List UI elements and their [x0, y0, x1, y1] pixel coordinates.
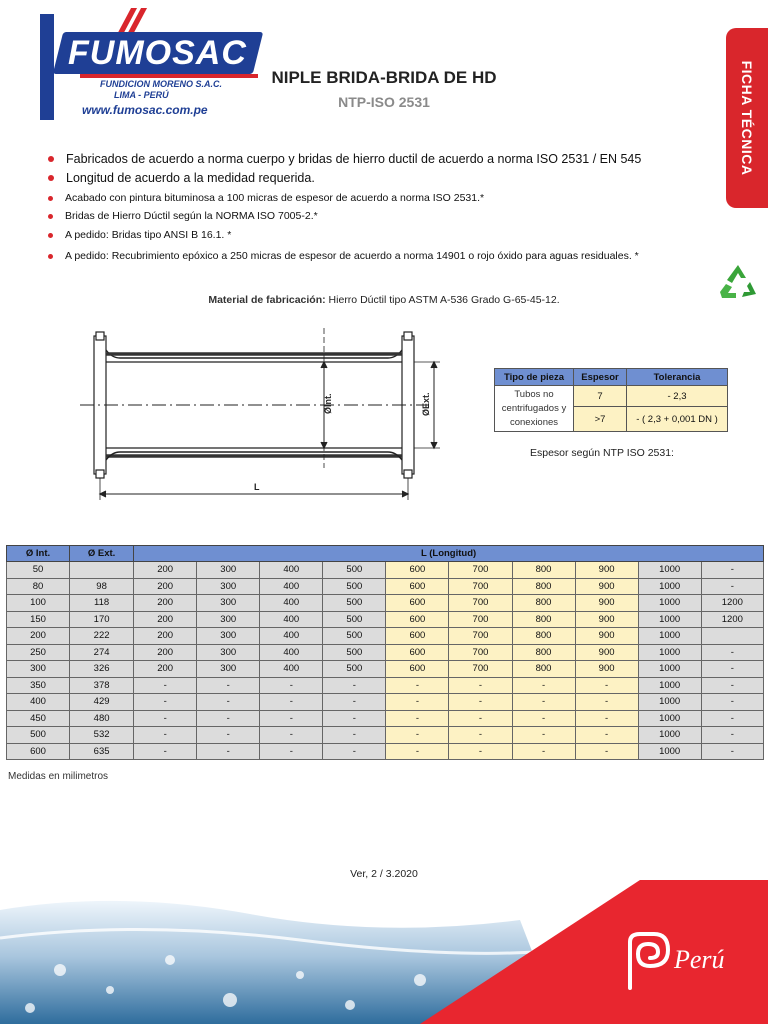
table-row — [7, 644, 764, 661]
table-row — [7, 562, 764, 579]
length-cell: 1000 — [638, 694, 701, 711]
int-diameter-cell: 80 — [7, 578, 70, 595]
length-cell: 500 — [323, 644, 386, 661]
peru-brand-logo — [620, 928, 738, 994]
table-row — [7, 710, 764, 727]
length-cell: - — [134, 727, 197, 744]
bullet-dot-icon — [48, 214, 53, 219]
ext-diameter-cell: 429 — [70, 694, 134, 711]
length-cell: 1200 — [701, 595, 763, 612]
length-cell: 900 — [575, 595, 638, 612]
length-cell: - — [386, 727, 449, 744]
length-cell: 1000 — [638, 677, 701, 694]
ext-diameter-cell: 326 — [70, 661, 134, 678]
length-cell: 800 — [512, 611, 575, 628]
table-row — [495, 386, 728, 407]
length-cell: - — [386, 743, 449, 760]
length-cell: 700 — [449, 661, 512, 678]
length-cell: - — [701, 578, 763, 595]
length-cell: 800 — [512, 628, 575, 645]
bullet-item — [48, 229, 231, 241]
length-cell: 200 — [134, 661, 197, 678]
length-cell: - — [512, 677, 575, 694]
length-cell: 600 — [386, 578, 449, 595]
length-cell: 800 — [512, 595, 575, 612]
table-row — [7, 727, 764, 744]
header-int-diameter: Ø Int. — [7, 546, 70, 562]
length-cell: - — [260, 694, 323, 711]
int-diameter-cell: 400 — [7, 694, 70, 711]
length-cell: - — [134, 694, 197, 711]
ext-diameter-cell: 532 — [70, 727, 134, 744]
length-cell: 500 — [323, 595, 386, 612]
length-cell: 200 — [134, 628, 197, 645]
length-cell: - — [512, 727, 575, 744]
length-cell: 1000 — [638, 562, 701, 579]
ext-diameter-cell — [70, 562, 134, 579]
length-cell: - — [260, 743, 323, 760]
bullet-text: Bridas de Hierro Dúctil según la NORMA ISO 7005-2.* — [65, 210, 318, 222]
length-cell: 700 — [449, 578, 512, 595]
length-cell: 400 — [260, 562, 323, 579]
length-cell: 900 — [575, 661, 638, 678]
espesor-note: Espesor según NTP ISO 2531: — [530, 447, 674, 459]
length-cell: - — [323, 727, 386, 744]
espesor-cell: 7 — [574, 386, 627, 407]
ext-diameter-cell: 98 — [70, 578, 134, 595]
length-cell: - — [701, 644, 763, 661]
version-label: Ver, 2 / 3.2020 — [350, 868, 418, 880]
length-cell: - — [701, 727, 763, 744]
dimensions-table-body — [7, 562, 764, 760]
length-cell: 200 — [134, 562, 197, 579]
tolerancia-cell: - ( 2,3 + 0,001 DN ) — [627, 407, 728, 432]
dim-length-label: L — [254, 482, 260, 492]
length-cell: - — [134, 710, 197, 727]
int-diameter-cell: 150 — [7, 611, 70, 628]
bullet-text: Longitud de acuerdo a la medidad requerida. — [66, 171, 315, 185]
tolerance-table — [494, 368, 728, 432]
bullet-item — [48, 152, 641, 166]
table-row — [7, 628, 764, 645]
length-cell: 200 — [134, 578, 197, 595]
material-label: Material de fabricación: — [208, 294, 326, 306]
length-cell: 1000 — [638, 611, 701, 628]
length-cell: - — [323, 694, 386, 711]
logo-brand: FUMOSAC — [68, 34, 247, 72]
length-cell: 600 — [386, 628, 449, 645]
ext-diameter-cell: 274 — [70, 644, 134, 661]
pipe-technical-drawing — [80, 328, 450, 508]
ext-diameter-cell: 480 — [70, 710, 134, 727]
bullet-text: A pedido: Bridas tipo ANSI B 16.1. * — [65, 229, 232, 241]
length-cell: - — [197, 727, 260, 744]
length-cell: - — [512, 694, 575, 711]
length-cell: - — [449, 710, 512, 727]
length-cell: 700 — [449, 562, 512, 579]
ext-diameter-cell: 635 — [70, 743, 134, 760]
dim-ext-label: ØExt. — [421, 392, 431, 416]
length-cell: 900 — [575, 628, 638, 645]
ficha-tecnica-label: FICHA TÉCNICA — [739, 60, 755, 176]
length-cell: - — [449, 727, 512, 744]
ficha-tecnica-tab — [726, 28, 768, 208]
int-diameter-cell: 100 — [7, 595, 70, 612]
length-cell: - — [701, 710, 763, 727]
length-cell: - — [701, 694, 763, 711]
ext-diameter-cell: 222 — [70, 628, 134, 645]
length-cell: - — [449, 743, 512, 760]
ext-diameter-cell: 378 — [70, 677, 134, 694]
length-cell: 700 — [449, 644, 512, 661]
length-cell: 1000 — [638, 628, 701, 645]
tipo-cell: Tubos no centrifugados y conexiones — [495, 386, 574, 432]
length-cell: 900 — [575, 611, 638, 628]
length-cell: 200 — [134, 595, 197, 612]
int-diameter-cell: 450 — [7, 710, 70, 727]
length-cell: 1000 — [638, 710, 701, 727]
length-cell: 500 — [323, 562, 386, 579]
length-cell: 600 — [386, 611, 449, 628]
length-cell: 1000 — [638, 743, 701, 760]
int-diameter-cell: 200 — [7, 628, 70, 645]
length-cell: 900 — [575, 578, 638, 595]
tolerancia-cell: - 2,3 — [627, 386, 728, 407]
length-cell — [701, 628, 763, 645]
length-cell: 300 — [197, 644, 260, 661]
length-cell: - — [260, 727, 323, 744]
table-row — [7, 694, 764, 711]
header-espesor: Espesor — [574, 369, 627, 386]
table-row — [7, 743, 764, 760]
bullet-text: Acabado con pintura bituminosa a 100 micras de espesor de acuerdo a norma ISO 2531.* — [65, 192, 485, 204]
length-cell: 400 — [260, 578, 323, 595]
header-tolerancia: Tolerancia — [627, 369, 728, 386]
length-cell: 1000 — [638, 644, 701, 661]
length-cell: 300 — [197, 661, 260, 678]
pipe-body — [80, 328, 440, 500]
length-cell: - — [197, 694, 260, 711]
length-cell: - — [260, 677, 323, 694]
length-cell: 400 — [260, 661, 323, 678]
dim-int-label: ØInt. — [323, 393, 333, 414]
length-cell: 1200 — [701, 611, 763, 628]
dimensions-table — [6, 545, 764, 760]
material-line — [0, 294, 768, 306]
length-cell: 600 — [386, 595, 449, 612]
logo-company-name: FUNDICION MORENO S.A.C. — [100, 79, 223, 89]
table-row — [7, 611, 764, 628]
logo-location: LIMA - PERÚ — [114, 90, 169, 100]
length-cell: 900 — [575, 562, 638, 579]
length-cell: 600 — [386, 562, 449, 579]
length-cell: 300 — [197, 611, 260, 628]
length-cell: - — [512, 710, 575, 727]
length-cell: - — [197, 677, 260, 694]
length-cell: 300 — [197, 578, 260, 595]
bullet-item — [48, 210, 318, 222]
header-ext-diameter: Ø Ext. — [70, 546, 134, 562]
length-cell: - — [134, 743, 197, 760]
length-cell: - — [575, 677, 638, 694]
dimensions-header-row — [7, 546, 764, 562]
length-cell: 1000 — [638, 727, 701, 744]
length-cell: - — [386, 710, 449, 727]
bullet-dot-icon — [48, 196, 53, 201]
length-cell: 1000 — [638, 578, 701, 595]
length-cell: - — [701, 661, 763, 678]
length-cell: - — [701, 743, 763, 760]
length-cell: 400 — [260, 644, 323, 661]
int-diameter-cell: 300 — [7, 661, 70, 678]
length-cell: 900 — [575, 644, 638, 661]
length-cell: 400 — [260, 595, 323, 612]
length-cell: 200 — [134, 611, 197, 628]
website-link[interactable]: www.fumosac.com.pe — [82, 103, 208, 117]
bullet-dot-icon — [48, 175, 54, 181]
length-cell: 700 — [449, 611, 512, 628]
length-cell: 800 — [512, 644, 575, 661]
length-cell: 1000 — [638, 595, 701, 612]
length-cell: - — [323, 743, 386, 760]
bullet-text: A pedido: Recubrimiento epóxico a 250 micras de espesor de acuerdo a norma 14901 o rojo óxido para aguas residuales. * — [65, 250, 639, 262]
length-cell: - — [575, 743, 638, 760]
header-length: L (Longitud) — [134, 546, 764, 562]
length-cell: - — [575, 694, 638, 711]
material-value: Hierro Dúctil tipo ASTM A-536 Grado G-65-45-12. — [325, 294, 560, 306]
length-cell: 400 — [260, 611, 323, 628]
page-title: NIPLE BRIDA-BRIDA DE HD — [271, 68, 497, 87]
bullet-item — [48, 192, 484, 204]
table-row — [7, 661, 764, 678]
length-cell: 800 — [512, 661, 575, 678]
bullet-item — [48, 171, 315, 185]
length-cell: 500 — [323, 628, 386, 645]
espesor-cell: >7 — [574, 407, 627, 432]
units-note: Medidas en milimetros — [8, 771, 109, 782]
length-cell: - — [575, 727, 638, 744]
bullet-dot-icon — [48, 233, 53, 238]
length-cell: - — [197, 743, 260, 760]
table-row — [7, 677, 764, 694]
int-diameter-cell: 50 — [7, 562, 70, 579]
length-cell: 300 — [197, 595, 260, 612]
peru-brand-text: Perú — [674, 945, 725, 974]
length-cell: - — [260, 710, 323, 727]
bullet-dot-icon — [48, 156, 54, 162]
length-cell: 300 — [197, 628, 260, 645]
ext-diameter-cell: 118 — [70, 595, 134, 612]
ext-diameter-cell: 170 — [70, 611, 134, 628]
length-cell: - — [449, 694, 512, 711]
length-cell: 600 — [386, 644, 449, 661]
int-diameter-cell: 350 — [7, 677, 70, 694]
table-row — [7, 595, 764, 612]
length-cell: 200 — [134, 644, 197, 661]
length-cell: 700 — [449, 628, 512, 645]
length-cell: - — [512, 743, 575, 760]
length-cell: - — [323, 677, 386, 694]
length-cell: 700 — [449, 595, 512, 612]
length-cell: - — [134, 677, 197, 694]
length-cell: - — [386, 677, 449, 694]
bullet-item — [48, 250, 639, 262]
length-cell: - — [323, 710, 386, 727]
bullet-text: Fabricados de acuerdo a norma cuerpo y bridas de hierro ductil de acuerdo a norma ISO 2531 / EN 545 — [66, 152, 642, 166]
length-cell: 500 — [323, 611, 386, 628]
length-cell: 600 — [386, 661, 449, 678]
length-cell: - — [701, 677, 763, 694]
length-cell: - — [449, 677, 512, 694]
header-tipo: Tipo de pieza — [495, 369, 574, 386]
length-cell: 500 — [323, 578, 386, 595]
length-cell: 1000 — [638, 661, 701, 678]
length-cell: - — [386, 694, 449, 711]
int-diameter-cell: 600 — [7, 743, 70, 760]
tolerance-header-row — [495, 369, 728, 386]
bullet-dot-icon — [48, 254, 53, 259]
length-cell: 300 — [197, 562, 260, 579]
int-diameter-cell: 500 — [7, 727, 70, 744]
length-cell: 400 — [260, 628, 323, 645]
length-cell: - — [197, 710, 260, 727]
length-cell: - — [575, 710, 638, 727]
page-subtitle: NTP-ISO 2531 — [338, 94, 430, 110]
table-row — [7, 578, 764, 595]
length-cell: 500 — [323, 661, 386, 678]
int-diameter-cell: 250 — [7, 644, 70, 661]
length-cell: - — [701, 562, 763, 579]
length-cell: 800 — [512, 562, 575, 579]
length-cell: 800 — [512, 578, 575, 595]
